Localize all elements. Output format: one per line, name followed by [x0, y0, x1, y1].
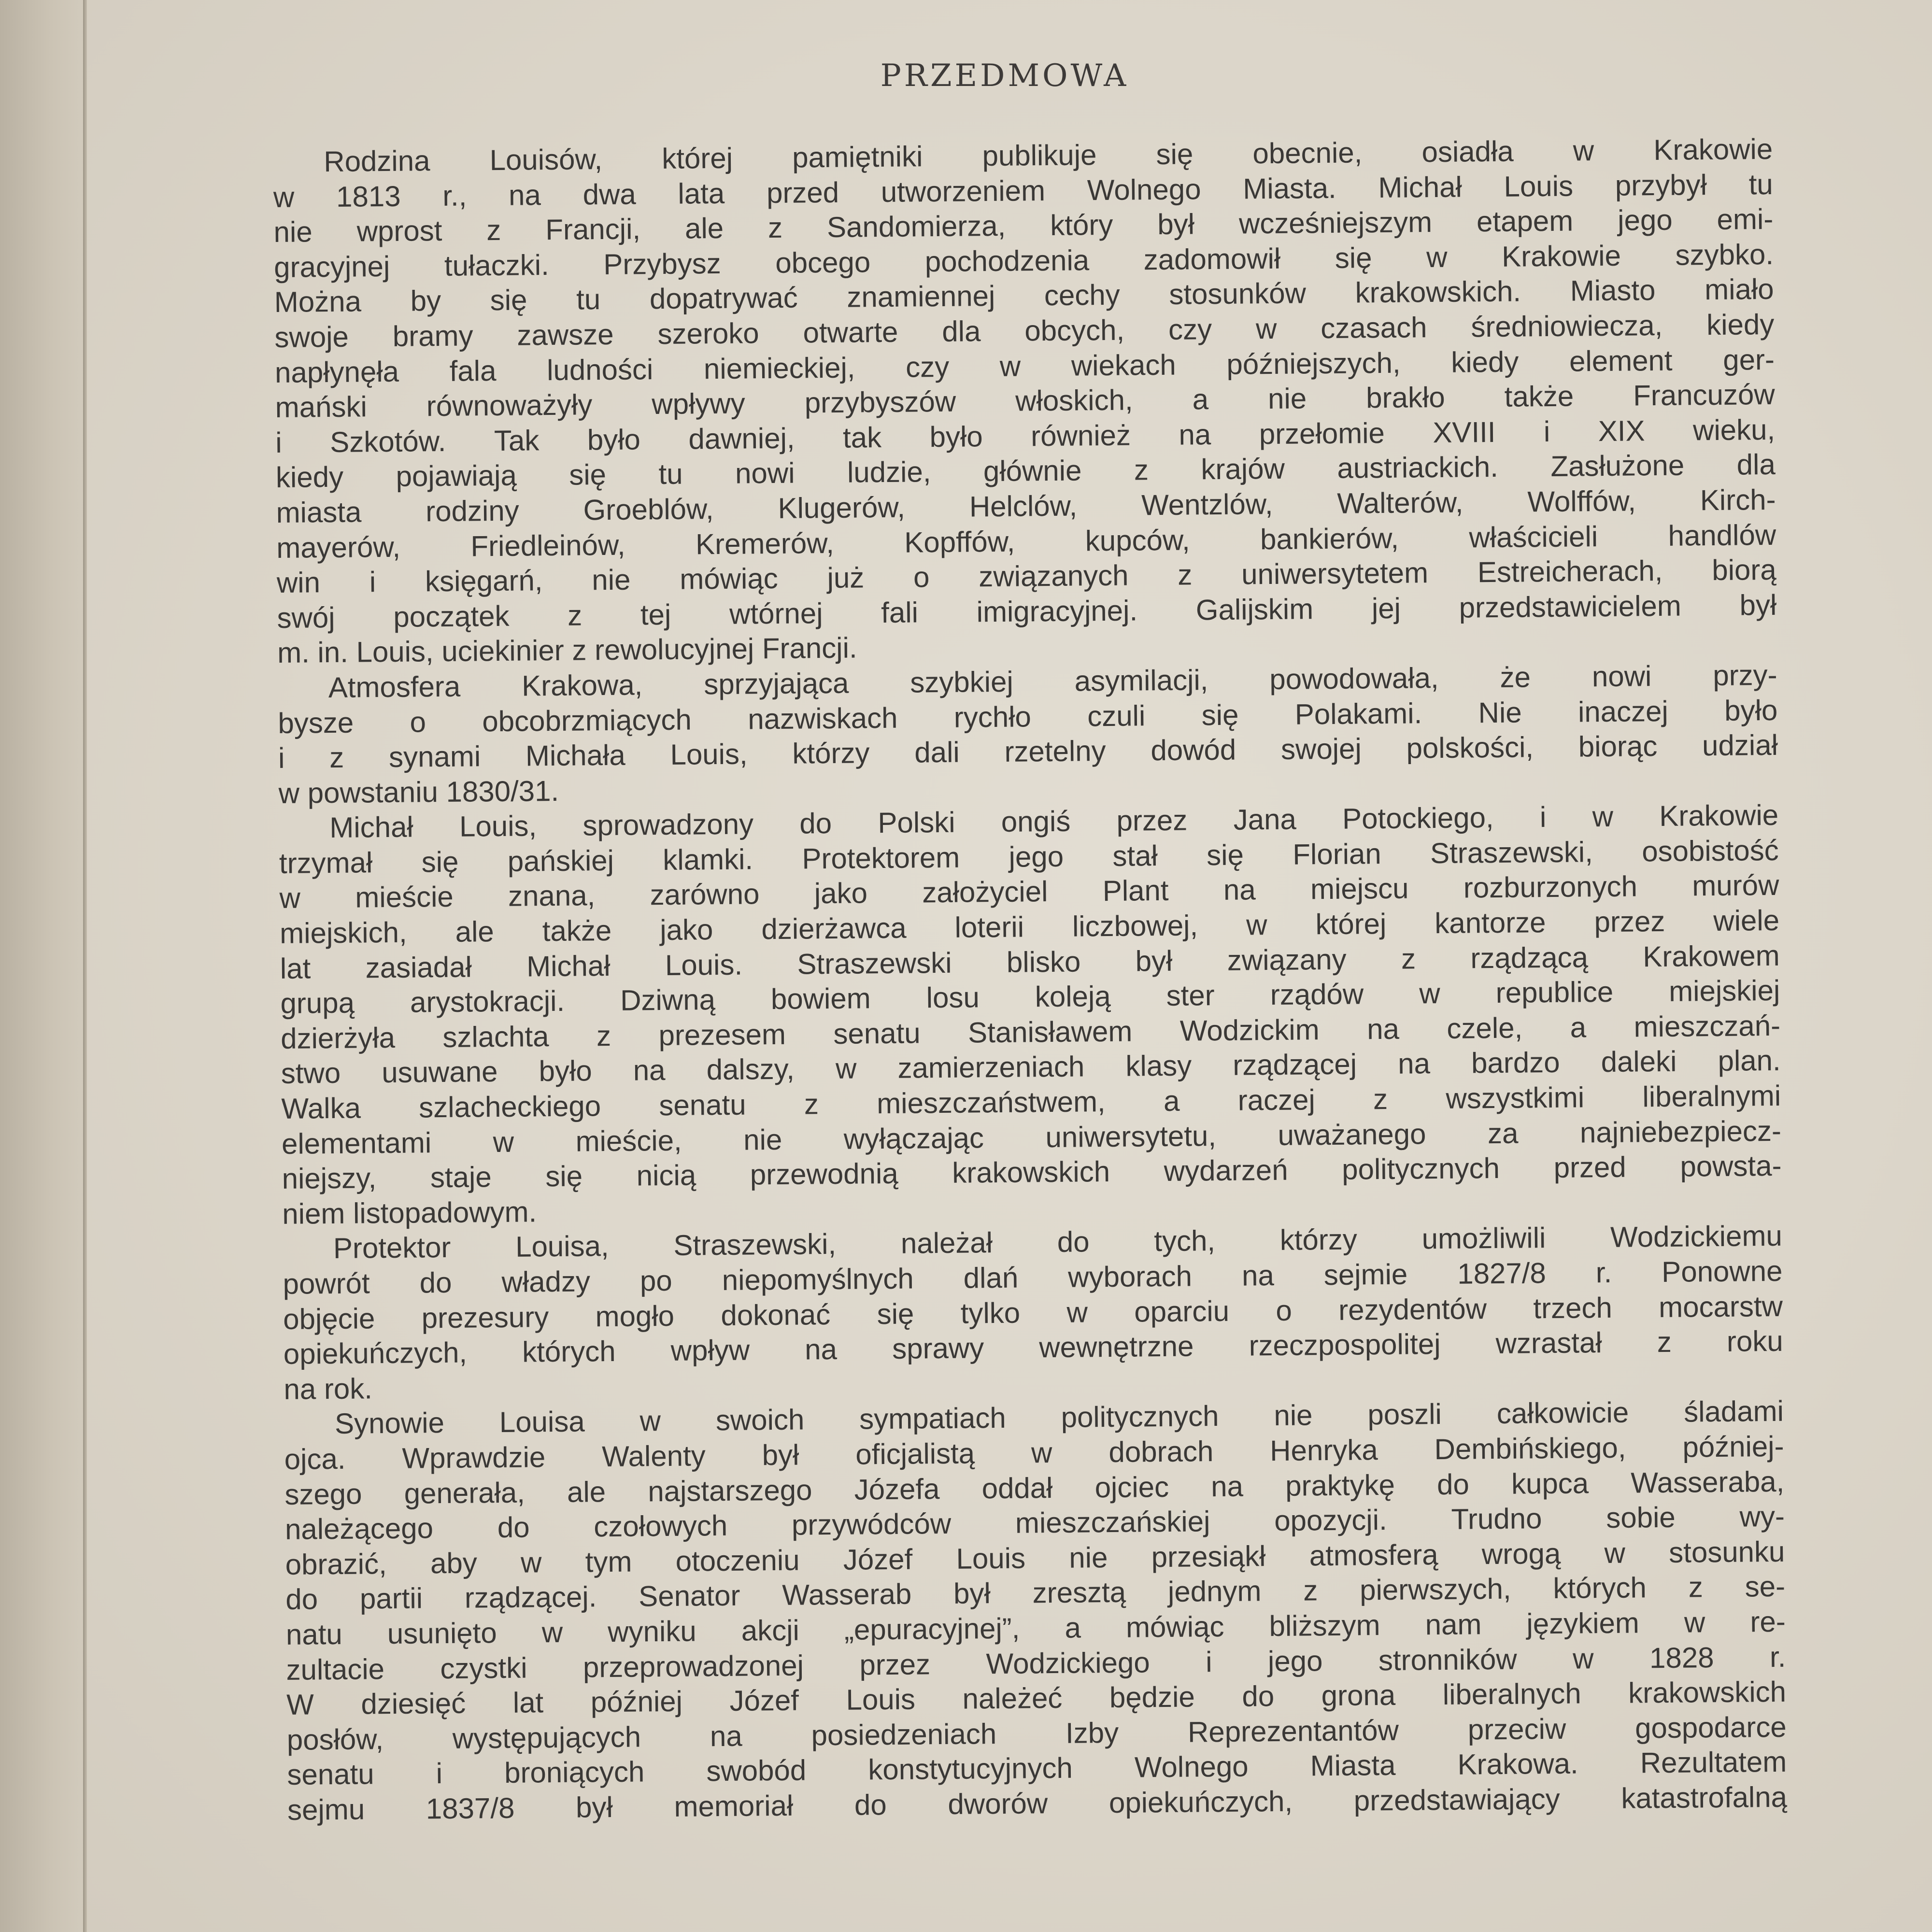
text-line: szego generała, ale najstarszego Józefa oddał ojciec na praktykę do kupca Wasseraba, — [284, 1465, 1785, 1511]
text-line: do partii rządzącej. Senator Wasserab był zresztą jednym z pierwszych, których z se- — [285, 1570, 1786, 1616]
text-line: sejmu 1837/8 był memoriał do dworów opiekuńczych, przedstawiający katastrofalną — [287, 1780, 1788, 1826]
text-line: miasta rodziny Groeblów, Klugerów, Helclów, Wentzlów, Walterów, Wolffów, Kirch- — [276, 483, 1776, 529]
text-line: swój początek z tej wtórnej fali imigracyjnej. Galijskim jej przedstawicielem był — [277, 588, 1777, 634]
text-line: miejskich, ale także jako dzierżawca loterii liczbowej, w której kantorze przez wiele — [279, 904, 1780, 950]
binding-shadow — [83, 0, 87, 1932]
text-line: i z synami Michała Louis, którzy dali rzetelny dowód swojej polskości, biorąc udział — [278, 728, 1778, 775]
text-line: Synowie Louisa w swoich sympatiach politycznych nie poszli całkowicie śladami — [334, 1395, 1784, 1440]
text-line: natu usunięto w wyniku akcji „epuracyjnej”, a mówiąc bliższym nam językiem w re- — [285, 1605, 1786, 1651]
text-line: w powstaniu 1830/31. — [278, 774, 559, 810]
text-line: Rodzina Louisów, której pamiętniki publikuje się obecnie, osiadła w Krakowie — [324, 132, 1773, 178]
text-line: bysze o obcobrzmiących nazwiskach rychło czuli się Polakami. Nie inaczej było — [278, 694, 1778, 739]
text-line: obrazić, aby w tym otoczeniu Józef Louis nie przesiąkł atmosferą wrogą w stosunku — [285, 1535, 1785, 1581]
text-line: należącego do czołowych przywódców mieszczańskiej opozycji. Trudno sobie wy- — [284, 1500, 1785, 1546]
text-line: na rok. — [284, 1372, 373, 1406]
book-page — [87, 0, 1932, 1932]
text-line: napłynęła fala ludności niemieckiej, czy w wiekach późniejszych, kiedy element ger- — [274, 343, 1775, 389]
text-line: senatu i broniących swobód konstytucyjnych Wolnego Miasta Krakowa. Rezultatem — [287, 1746, 1787, 1791]
text-line: niem listopadowym. — [282, 1195, 537, 1230]
text-line: gracyjnej tułaczki. Przybysz obcego pochodzenia zadomowił się w Krakowie szybko. — [273, 238, 1774, 284]
text-line: Atmosfera Krakowa, sprzyjająca szybkiej asymilacji, powodowała, że nowi przy- — [328, 658, 1777, 704]
text-line: opiekuńczych, których wpływ na sprawy wewnętrzne rzeczpospolitej wzrastał z roku — [283, 1324, 1784, 1371]
text-line: nie wprost z Francji, ale z Sandomierza, który był wcześniejszym etapem jego emi- — [273, 203, 1774, 249]
text-line: W dziesięć lat później Józef Louis należeć będzie do grona liberalnych krakowskich — [286, 1675, 1787, 1721]
text-line: ojca. Wprawdzie Walenty był oficjalistą w dobrach Henryka Dembińskiego, później- — [284, 1430, 1784, 1476]
text-line: i Szkotów. Tak było dawniej, tak było również na przełomie XVIII i XIX wieku, — [275, 413, 1776, 459]
text-line: dzierżyła szlachta z prezesem senatu Stanisławem Wodzickim na czele, a mieszczań- — [280, 1009, 1781, 1055]
text-line: swoje bramy zawsze szeroko otwarte dla obcych, czy w czasach średniowiecza, kiedy — [274, 308, 1775, 354]
text-line: elementami w mieście, nie wyłączając uniwersytetu, uważanego za najniebezpiecz- — [281, 1114, 1782, 1160]
text-line: lat zasiadał Michał Louis. Straszewski blisko był związany z rządzącą Krakowem — [280, 939, 1780, 985]
text-line: Michał Louis, sprowadzony do Polski ongiś przez Jana Potockiego, i w Krakowie — [329, 799, 1779, 844]
text-line: m. in. Louis, uciekinier z rewolucyjnej Francji. — [277, 631, 857, 669]
text-line: posłów, występujących na posiedzeniach Izby Reprezentantów przeciw gospodarce — [286, 1710, 1787, 1756]
text-line: Protektor Louisa, Straszewski, należał do tych, którzy umożliwili Wodzickiemu — [333, 1220, 1783, 1265]
text-line: w 1813 r., na dwa lata przed utworzeniem Wolnego Miasta. Michał Louis przybył tu — [273, 168, 1773, 213]
text-line: trzymał się pańskiej klamki. Protektorem jego stał się Florian Straszewski, osobistość — [279, 834, 1779, 880]
text-line: Walka szlacheckiego senatu z mieszczaństwem, a raczej z wszystkimi liberalnymi — [281, 1079, 1781, 1125]
text-line: zultacie czystki przeprowadzonej przez Wodzickiego i jego stronników w 1828 r. — [286, 1640, 1786, 1686]
text-line: w mieście znana, zarówno jako założyciel Plant na miejscu rozburzonych murów — [279, 869, 1779, 915]
text-line: powrót do władzy po niepomyślnych dlań wyborach na sejmie 1827/8 r. Ponowne — [283, 1254, 1783, 1300]
body-text — [273, 132, 1787, 1828]
text-line: niejszy, staje się nicią przewodnią krakowskich wydarzeń politycznych przed powsta- — [282, 1150, 1782, 1195]
text-line: mański równoważyły wpływy przybyszów włoskich, a nie brakło także Francuzów — [275, 378, 1775, 424]
text-line: kiedy pojawiają się tu nowi ludzie, głównie z krajów austriackich. Zasłużone dla — [275, 448, 1776, 494]
adjacent-page-edge — [0, 0, 85, 1932]
text-line: stwo usuwane było na dalszy, w zamierzeniach klasy rządzącej na bardzo daleki plan. — [281, 1044, 1781, 1090]
text-line: mayerów, Friedleinów, Kremerów, Kopffów, kupców, bankierów, właścicieli handlów — [276, 518, 1776, 564]
page-title: PRZEDMOWA — [880, 58, 1129, 94]
text-line: Można by się tu dopatrywać znamiennej cechy stosunków krakowskich. Miasto miało — [274, 273, 1774, 319]
text-line: grupą arystokracji. Dziwną bowiem losu koleją ster rządów w republice miejskiej — [280, 974, 1780, 1020]
text-line: win i księgarń, nie mówiąc już o związanych z uniwersytetem Estreicherach, biorą — [276, 553, 1776, 599]
text-line: objęcie prezesury mogło dokonać się tylko w oparciu o rezydentów trzech mocarstw — [283, 1290, 1783, 1335]
